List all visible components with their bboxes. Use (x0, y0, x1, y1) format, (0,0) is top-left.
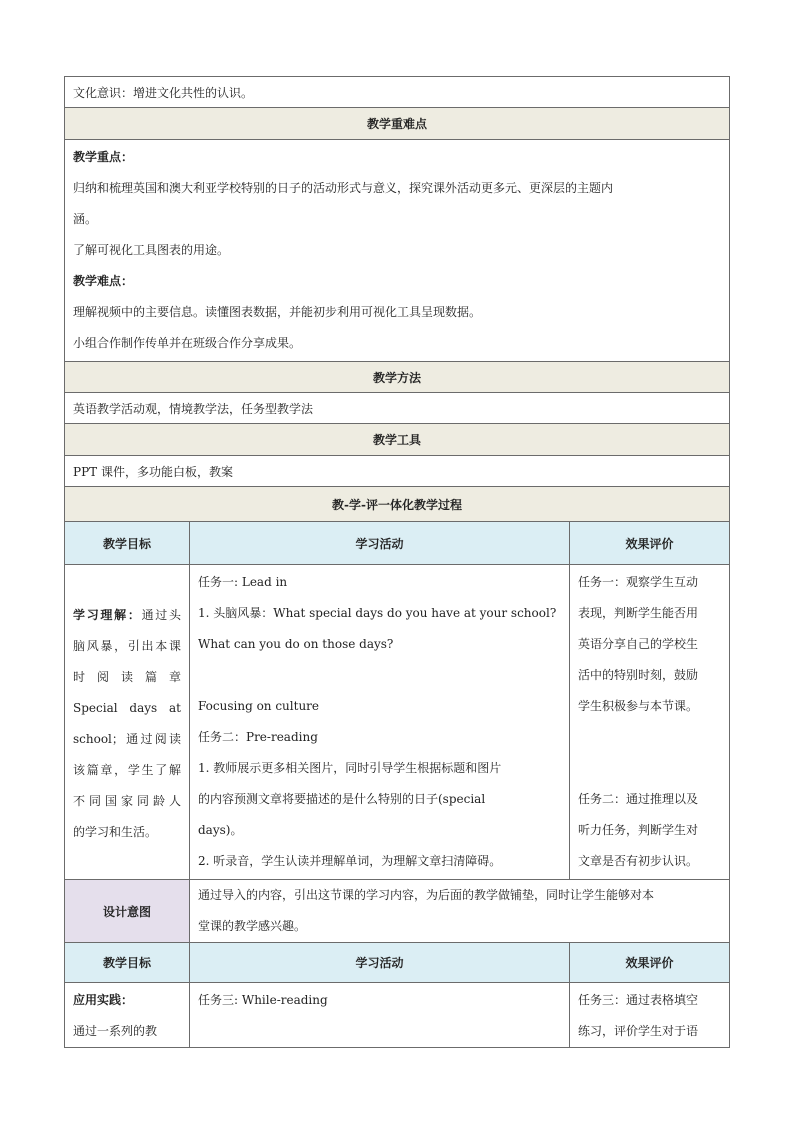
column-header-row-2 (65, 943, 730, 983)
row1-goal-line-6: 该篇章，学生了解 (73, 763, 181, 777)
row1-goal-line-3: 时 阅 读 篇 章 (73, 670, 181, 684)
row2-goal (65, 983, 190, 1048)
row1-goal-line-2: 脑风暴，引出本课 (73, 639, 181, 653)
method-content: 英语教学活动观，情境教学法，任务型教学法 (65, 393, 730, 424)
row1-activity-line-9: days)。 (198, 823, 243, 837)
row1-activity-line-8: 的内容预测文章将要描述的是什么特别的日子(special (198, 792, 486, 806)
tools-title: 教学工具 (65, 424, 730, 456)
focus-line-1: 归纳和梳理英国和澳大利亚学校特别的日子的活动形式与意义，探究课外活动更多元、更深层的主题内 (73, 181, 614, 195)
row2-goal-line-1: 通过一系列的教 (73, 1024, 158, 1038)
row1-eval-line-6 (578, 722, 721, 753)
row2-activity (190, 983, 570, 1048)
process-title: 教-学-评一体化教学过程 (65, 487, 730, 522)
tools-content-row (65, 456, 730, 487)
process-row-2 (65, 983, 730, 1048)
row1-goal-line-8: 的学习和生活。 (73, 825, 158, 839)
focus-label: 教学重点： (73, 150, 134, 164)
process-row-1 (65, 565, 730, 880)
difficulties-title: 教学重难点 (65, 108, 730, 140)
hard-line-2: 小组合作制作传单并在班级合作分享成果。 (73, 336, 302, 350)
hard-label: 教学难点： (73, 274, 134, 288)
design-intent-content (190, 880, 730, 943)
row1-goal-line-1 (73, 600, 181, 631)
header-goal: 教学目标 (65, 522, 190, 565)
difficulties-header-row (65, 108, 730, 140)
row2-activity-spacer (198, 1016, 561, 1047)
row1-eval-line-7 (578, 753, 721, 784)
row1-goal-text-1: 通过头 (141, 608, 181, 622)
row1-activity-line-10: 2. 听录音，学生认读并理解单词，为理解文章扫清障碍。 (198, 854, 502, 868)
row1-activity-line-4 (198, 660, 561, 691)
row1-eval-line-2: 表现，判断学生能否用 (578, 606, 699, 620)
row1-activity-line-7: 1. 教师展示更多相关图片，同时引导学生根据标题和图片 (198, 761, 502, 775)
design-intent-row (65, 880, 730, 943)
header-evaluation-2: 效果评价 (570, 943, 730, 983)
row1-goal (65, 565, 190, 880)
row1-goal-line-5: school；通过阅读 (73, 732, 181, 746)
culture-text: 文化意识：增进文化共性的认识。 (65, 77, 730, 108)
row2-evaluation (570, 983, 730, 1048)
row2-goal-label: 应用实践： (73, 993, 134, 1007)
header-activity-2: 学习活动 (190, 943, 570, 983)
row2-eval-line-2: 练习，评价学生对于语 (578, 1024, 699, 1038)
design-line-2: 堂课的教学感兴趣。 (198, 919, 307, 933)
difficulties-content-row (65, 140, 730, 362)
method-content-row (65, 393, 730, 424)
culture-row (65, 77, 730, 108)
row1-goal-line-4: Special days at (73, 701, 181, 715)
row1-activity-line-6: 任务二：Pre-reading (198, 730, 318, 744)
row1-eval-line-8: 任务二：通过推理以及 (578, 792, 699, 806)
method-header-row (65, 362, 730, 393)
row1-eval-line-9: 听力任务，判断学生对 (578, 823, 699, 837)
row1-activity-line-2: 1. 头脑风暴：What special days do you have at your school? (198, 606, 557, 620)
method-title: 教学方法 (65, 362, 730, 393)
row1-eval-line-5: 学生积极参与本节课。 (578, 699, 699, 713)
tools-content: PPT 课件，多功能白板，教案 (65, 456, 730, 487)
header-evaluation: 效果评价 (570, 522, 730, 565)
row1-eval-line-10: 文章是否有初步认识。 (578, 854, 699, 868)
row1-evaluation (570, 565, 730, 880)
row1-activity (190, 565, 570, 880)
focus-line-3: 了解可视化工具图表的用途。 (73, 243, 230, 257)
row1-activity-line-5: Focusing on culture (198, 699, 320, 713)
tools-header-row (65, 424, 730, 456)
design-line-1: 通过导入的内容，引出这节课的学习内容，为后面的教学做铺垫，同时让学生能够对本 (198, 888, 655, 902)
row1-activity-line-3: What can you do on those days? (198, 637, 394, 651)
lesson-plan-table (64, 76, 730, 1048)
header-goal-2: 教学目标 (65, 943, 190, 983)
row2-eval-line-1: 任务三：通过表格填空 (578, 993, 699, 1007)
column-header-row (65, 522, 730, 565)
row1-eval-line-4: 活中的特别时刻，鼓励 (578, 668, 699, 682)
row1-eval-line-1: 任务一：观察学生互动 (578, 575, 699, 589)
hard-line-1: 理解视频中的主要信息。读懂图表数据，并能初步利用可视化工具呈现数据。 (73, 305, 482, 319)
row1-eval-line-3: 英语分享自己的学校生 (578, 637, 699, 651)
process-header-row (65, 487, 730, 522)
header-activity: 学习活动 (190, 522, 570, 565)
focus-line-2: 涵。 (73, 212, 98, 226)
difficulties-content (65, 140, 730, 362)
row1-goal-label: 学习理解： (73, 608, 142, 622)
row1-activity-line-1: 任务一: Lead in (198, 575, 288, 589)
row1-goal-line-7: 不同国家同龄人 (73, 794, 181, 808)
row2-activity-line-1: 任务三: While-reading (198, 993, 328, 1007)
design-intent-label: 设计意图 (65, 880, 190, 943)
